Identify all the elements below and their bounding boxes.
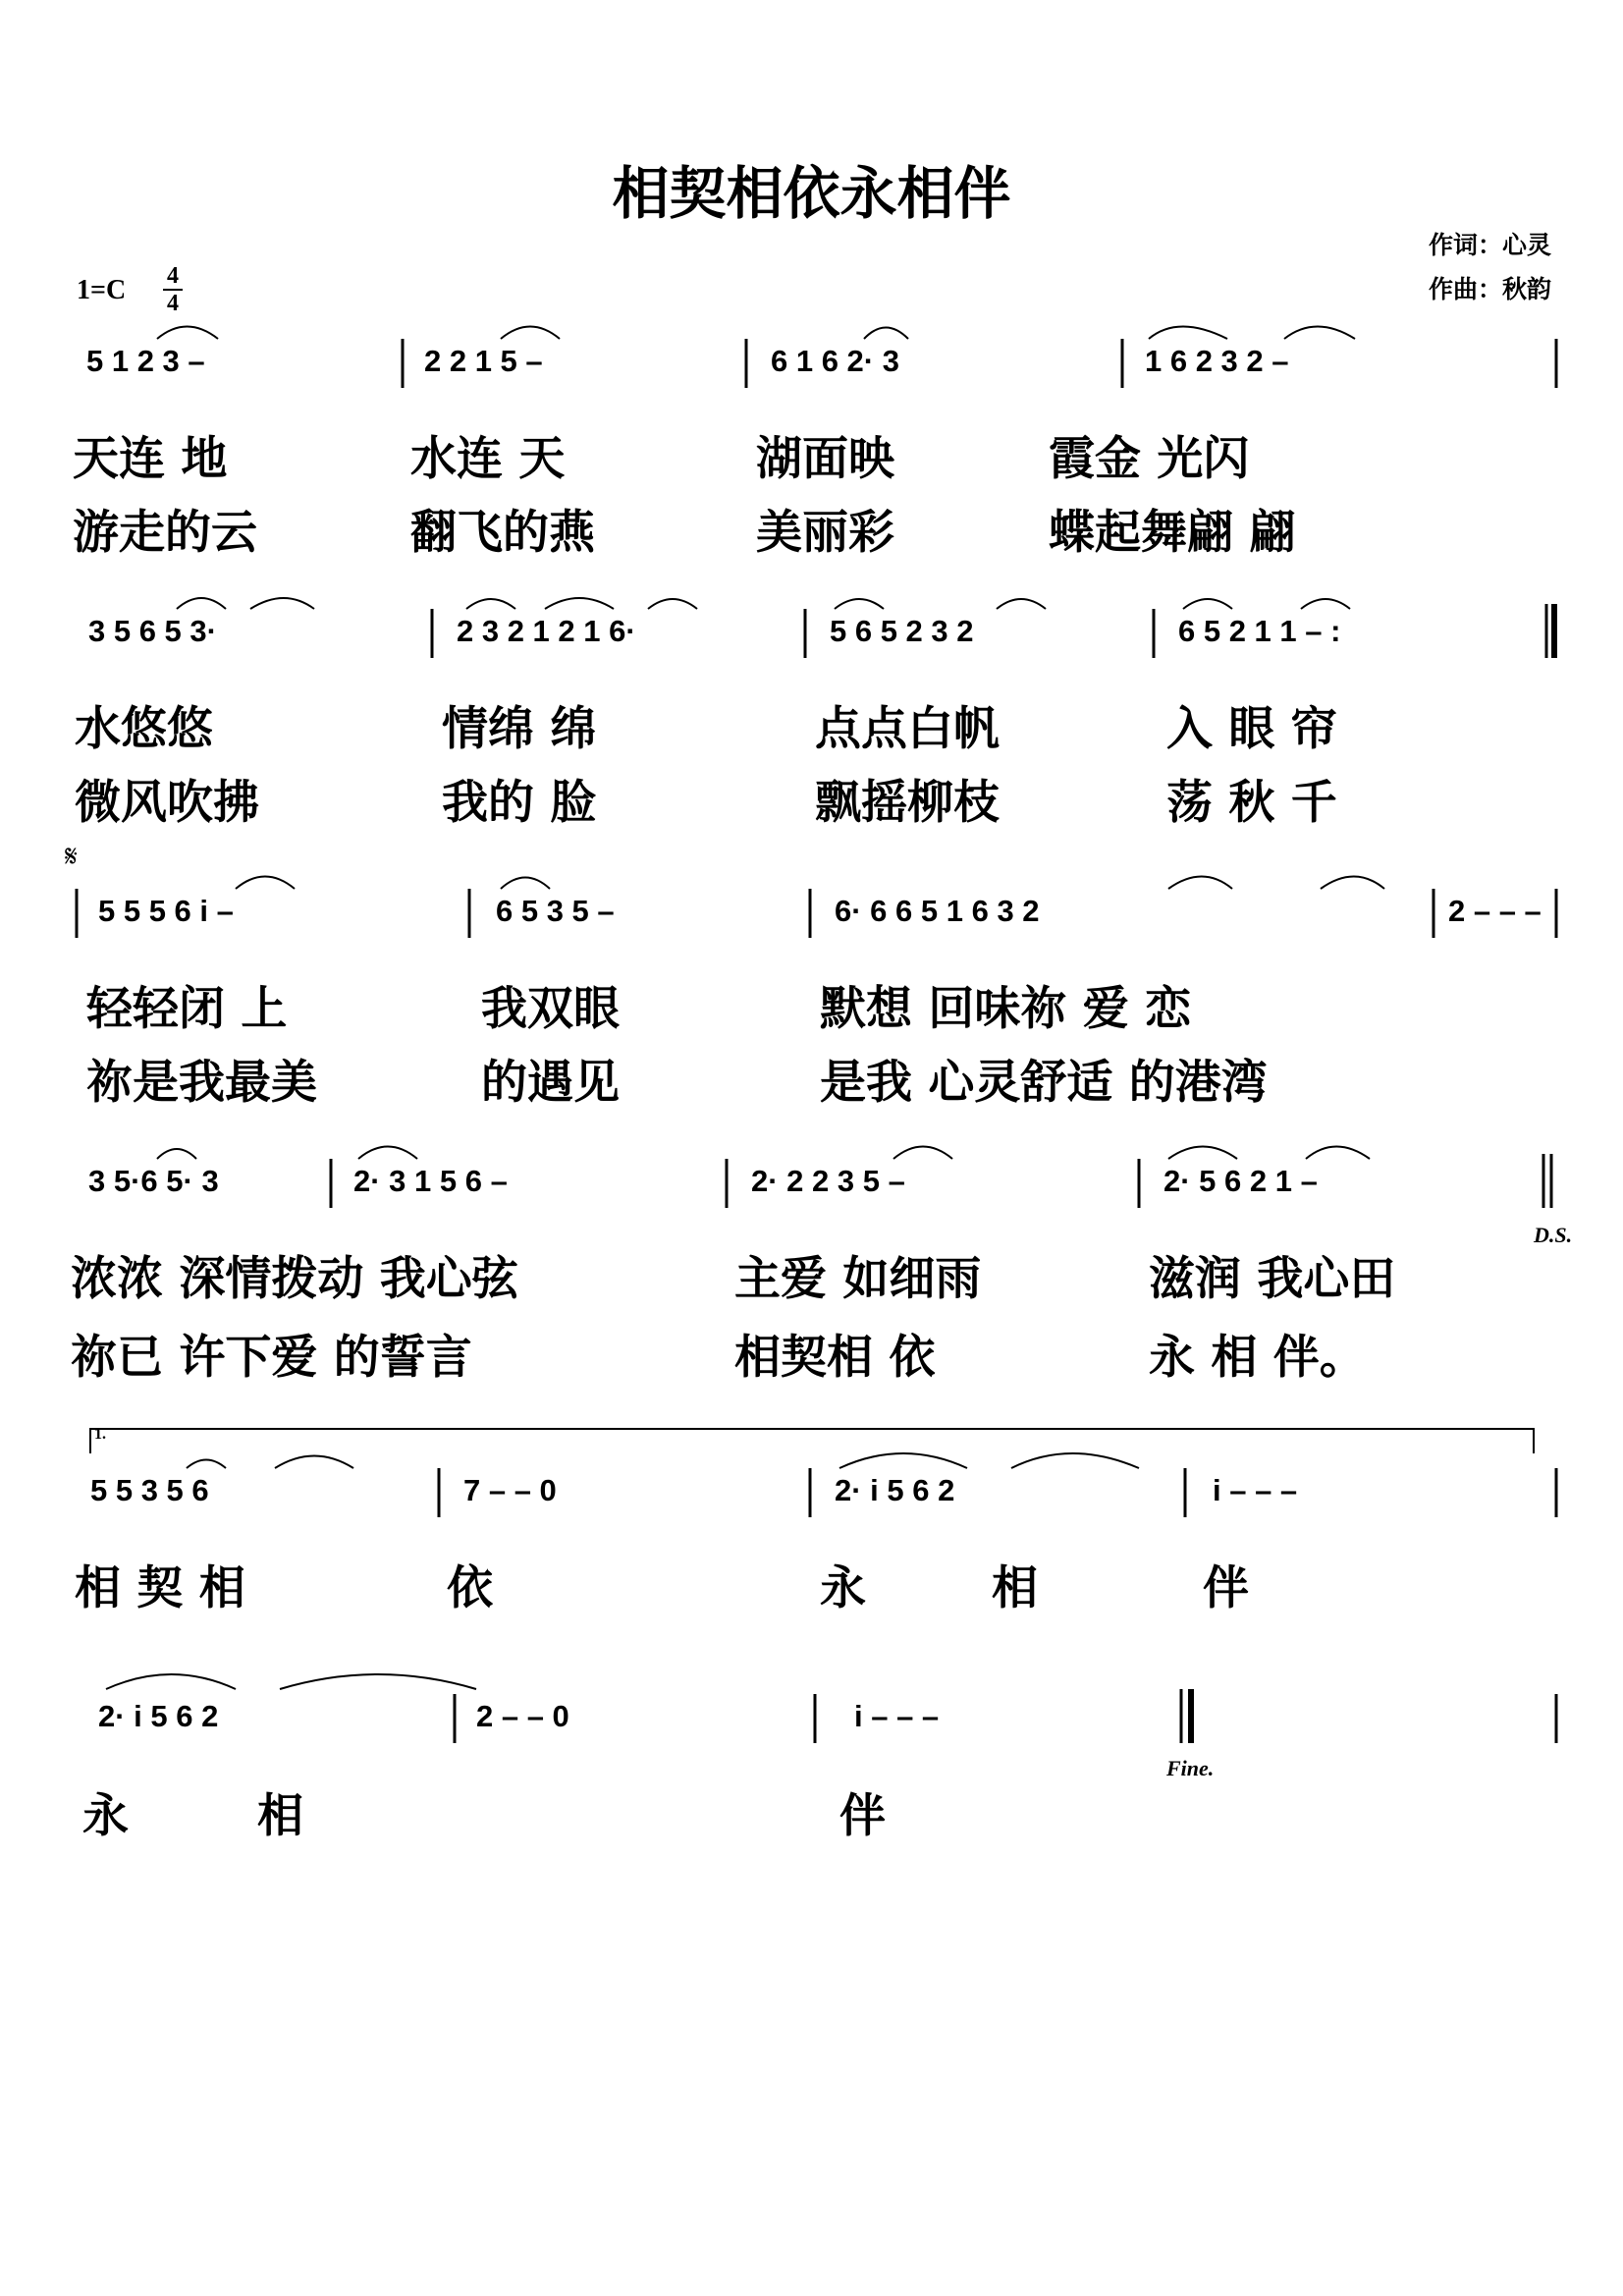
lyrics-s4-v1-m2: 主爱 如细雨 [734,1252,982,1306]
lyrics-s4-v2-m2: 相契相 依 [734,1331,936,1385]
notes-s3-m2: 6 5 3 5 – [496,894,615,928]
lyrics-s5-1: 相 契 相 [75,1561,245,1615]
lyrics-s1-v2-m2: 翻飞的燕 [410,506,595,560]
notes-s1-m1: 5 1 2 3 – [86,344,205,378]
notes-s2-m1: 3 5 6 5 3· [88,614,217,648]
lyrics-s1-v1-m3: 湖面映 [756,432,894,486]
lyrics-s5-4: 相 [992,1561,1038,1615]
lyrics-s2-v2-m2: 我的 脸 [442,776,597,830]
lyrics-s3-v1-m2: 我双眼 [481,982,620,1036]
notes-s5-m2: 7 – – 0 [463,1473,557,1507]
lyrics-s2-v2-m4: 荡 秋 千 [1166,776,1337,830]
lyrics-s4-v1-m1: 浓浓 深情拨动 我心弦 [71,1252,518,1306]
notes-s3-m1: 5 5 5 6 i – [98,894,234,928]
lyrics-s3-v2-m1: 祢是我最美 [86,1056,317,1110]
lyrics-s6-3: 伴 [839,1789,886,1843]
lyricist-credit: 作词：心灵 [1429,231,1552,259]
lyrics-s3-v1-m3: 默想 回味祢 爱 恋 [820,982,1192,1036]
lyrics-s3-v1-m1: 轻轻闭 上 [86,982,288,1036]
lyrics-s1-v2-m1: 游走的云 [73,506,257,560]
lyrics-s5-3: 永 [820,1561,866,1615]
notes-s6-m3: i – – – [854,1699,940,1733]
lyrics-s5-5: 伴 [1203,1561,1249,1615]
segno-sign: 𝄋 [65,840,78,874]
notes-s3-m4: 2 – – – [1448,894,1542,928]
lyrics-s6-1: 永 [82,1789,129,1843]
lyrics-s2-v1-m4: 入 眼 帘 [1166,702,1337,756]
dal-segno-mark: D.S. [1534,1223,1573,1247]
notes-s6-m2: 2 – – 0 [476,1699,569,1733]
lyrics-s1-v2-m4: 蝶起舞翩 翩 [1049,506,1296,560]
notes-s5-m1: 5 5 3 5 6 [90,1473,209,1507]
lyrics-s1-v1-m4: 霞金 光闪 [1049,432,1250,486]
lyrics-s4-v1-m3: 滋润 我心田 [1149,1252,1396,1306]
lyrics-s2-v2-m3: 飘摇柳枝 [815,776,1000,830]
lyrics-s1-v1-m1: 天连 地 [73,432,228,486]
lyrics-s5-2: 依 [447,1561,493,1615]
volta-1-label: 1. [94,1426,106,1443]
lyrics-s3-v2-m3: 是我 心灵舒适 的港湾 [820,1056,1268,1110]
notes-s2-m3: 5 6 5 2 3 2 [830,614,974,648]
lyrics-s4-v2-m1: 祢已 许下爱 的誓言 [71,1331,472,1385]
notes-s3-m3: 6· 6 6 5 1 6 3 2 [835,894,1040,928]
notes-s1-m3: 6 1 6 2· 3 [771,344,899,378]
notes-s4-m3: 2· 2 2 3 5 – [751,1164,905,1198]
notes-s4-m1: 3 5·6 5· 3 [88,1164,219,1198]
notes-s5-m3: 2· i 5 6 2 [835,1473,955,1507]
time-signature: 4 4 [163,263,183,316]
notes-s1-m2: 2 2 1 5 – [424,344,543,378]
notes-s4-m4: 2· 5 6 2 1 – [1163,1164,1318,1198]
lyrics-s2-v1-m2: 情绵 绵 [442,702,597,756]
lyrics-s6-2: 相 [257,1789,303,1843]
notes-s2-m2: 2 3 2 1 2 1 6· [457,614,636,648]
notes-s4-m2: 2· 3 1 5 6 – [353,1164,508,1198]
key-signature: 1=C [77,275,127,305]
page-title: 相契相依永相伴 [612,160,1011,227]
lyrics-s1-v2-m3: 美丽彩 [756,506,894,560]
lyrics-s4-v2-m3: 永 相 伴。 [1149,1331,1366,1385]
fine-mark: Fine. [1166,1756,1215,1780]
notes-s1-m4: 1 6 2 3 2 – [1145,344,1289,378]
lyrics-s2-v1-m1: 水悠悠 [75,702,213,756]
lyrics-s1-v1-m2: 水连 天 [410,432,566,486]
lyrics-s2-v2-m1: 微风吹拂 [75,776,259,830]
lyrics-s2-v1-m3: 点点白帆 [815,702,1000,756]
notes-s2-m4: 6 5 2 1 1 – : [1178,614,1341,648]
lyrics-s3-v2-m2: 的遇见 [481,1056,620,1110]
composer-credit: 作曲：秋韵 [1429,275,1552,303]
notes-s6-m1: 2· i 5 6 2 [98,1699,219,1733]
notes-s5-m4: i – – – [1213,1473,1298,1507]
